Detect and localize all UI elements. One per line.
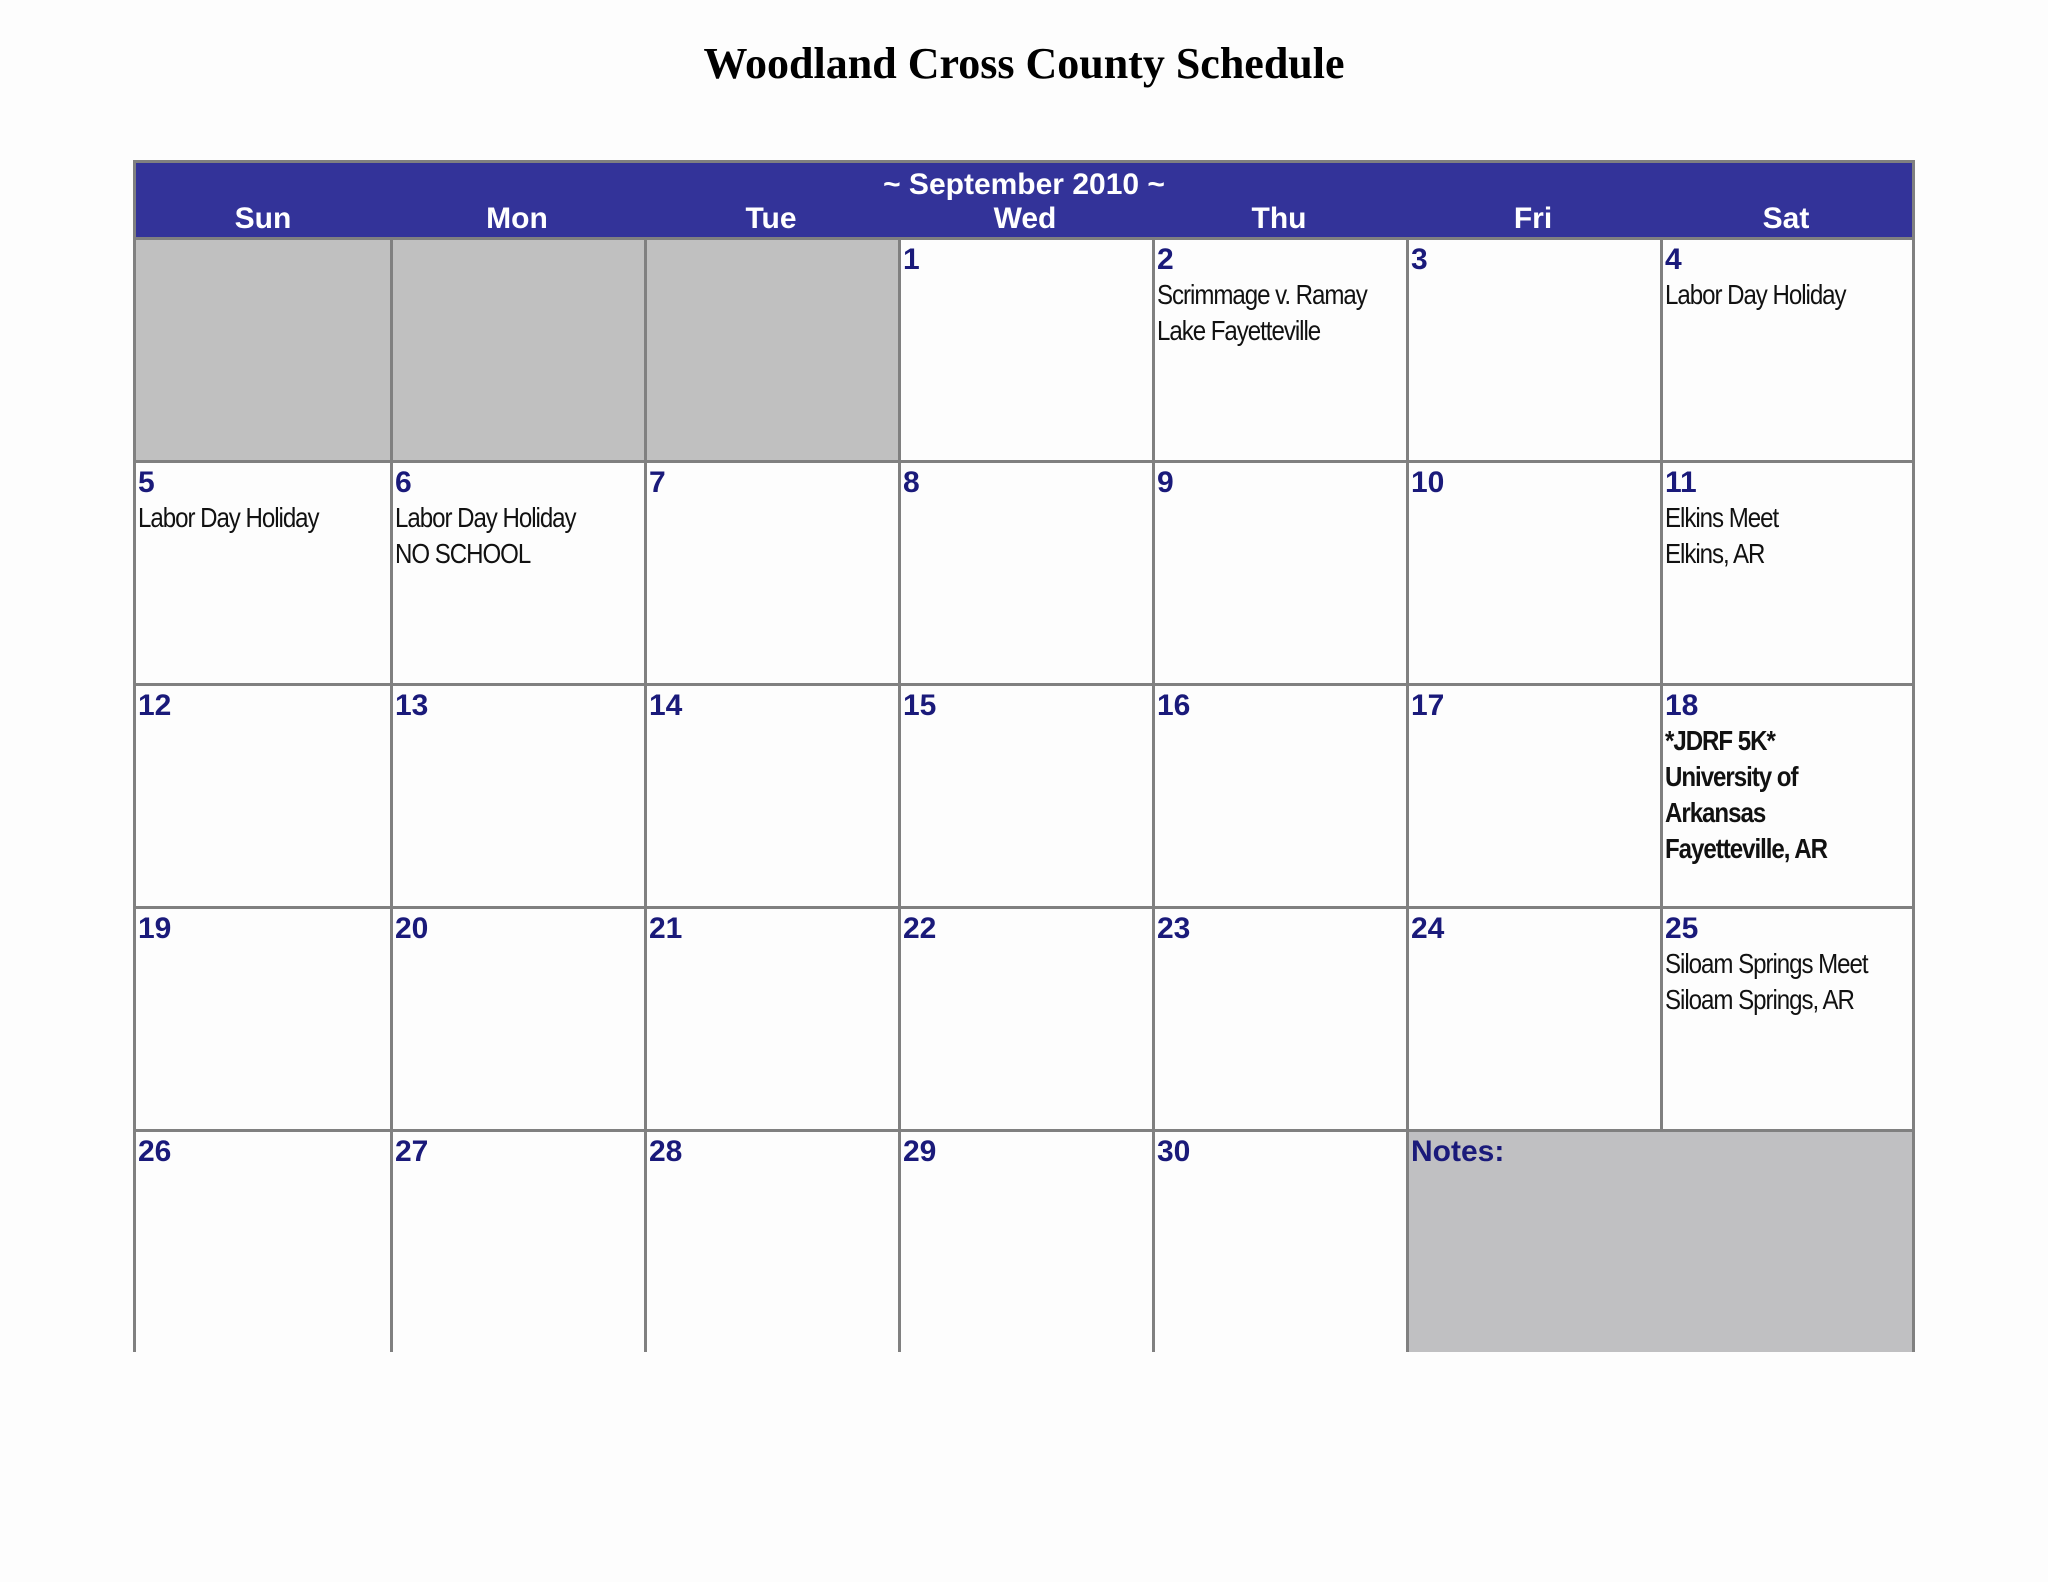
day-cell	[1660, 237, 1912, 460]
day-cell	[390, 906, 644, 1129]
event-text: University of	[1665, 761, 1798, 792]
day-number: 10	[1411, 466, 1445, 499]
day-number: 24	[1411, 912, 1445, 945]
day-number: 9	[1157, 466, 1174, 499]
day-number: 14	[649, 689, 683, 722]
dow-fri: Fri	[1513, 202, 1553, 235]
day-cell	[644, 460, 898, 683]
day-cell	[1152, 460, 1406, 683]
day-cell	[644, 906, 898, 1129]
day-number: 3	[1411, 243, 1428, 276]
day-cell	[1660, 683, 1912, 906]
day-number: 20	[395, 912, 429, 945]
day-number: 2	[1157, 243, 1174, 276]
day-cell	[1660, 460, 1912, 683]
day-cell	[1152, 683, 1406, 906]
day-cell	[390, 460, 644, 683]
event-text: Labor Day Holiday	[395, 502, 576, 533]
day-number: 15	[903, 689, 937, 722]
day-number: 27	[395, 1135, 429, 1168]
event-text: Fayetteville, AR	[1665, 833, 1827, 864]
dow-sat: Sat	[1762, 202, 1810, 235]
event-text: Labor Day Holiday	[1665, 279, 1846, 310]
day-number: 25	[1665, 912, 1699, 945]
calendar-header	[136, 163, 1912, 237]
day-number: 19	[138, 912, 172, 945]
blank-day-cell	[390, 237, 644, 460]
dow-wed: Wed	[993, 202, 1057, 235]
event-text: Arkansas	[1665, 797, 1766, 828]
event-text: *JDRF 5K*	[1665, 725, 1775, 756]
day-cell	[898, 683, 1152, 906]
dow-thu: Thu	[1251, 202, 1307, 235]
day-number: 11	[1665, 466, 1697, 499]
dow-mon: Mon	[486, 202, 548, 235]
day-number: 21	[649, 912, 683, 945]
day-number: 16	[1157, 689, 1191, 722]
day-number: 4	[1665, 243, 1682, 276]
day-number: 13	[395, 689, 429, 722]
day-number: 26	[138, 1135, 172, 1168]
day-cell	[1406, 460, 1660, 683]
event-text: Lake Fayetteville	[1157, 315, 1321, 346]
day-cell	[136, 460, 390, 683]
day-cell	[644, 1129, 898, 1352]
day-number: 30	[1157, 1135, 1191, 1168]
event-text: Labor Day Holiday	[138, 502, 319, 533]
notes-label: Notes:	[1411, 1135, 1505, 1168]
day-cell	[1406, 906, 1660, 1129]
day-cell	[898, 1129, 1152, 1352]
day-number: 18	[1665, 689, 1699, 722]
day-number: 22	[903, 912, 937, 945]
day-cell	[898, 906, 1152, 1129]
day-number: 1	[903, 243, 920, 276]
day-number: 8	[903, 466, 920, 499]
days-of-week-row	[136, 201, 1912, 237]
event-text: Scrimmage v. Ramay	[1157, 279, 1367, 310]
day-cell	[390, 1129, 644, 1352]
page-title: Woodland Cross County Schedule	[703, 39, 1345, 88]
blank-day-cell	[136, 237, 390, 460]
event-text: Elkins Meet	[1665, 502, 1779, 533]
day-number: 28	[649, 1135, 683, 1168]
calendar	[133, 160, 1915, 1352]
day-cell	[1152, 1129, 1406, 1352]
event-text: Siloam Springs Meet	[1665, 948, 1868, 979]
day-number: 17	[1411, 689, 1445, 722]
day-cell	[1152, 906, 1406, 1129]
day-cell	[1660, 906, 1912, 1129]
day-cell	[1406, 237, 1660, 460]
day-cell	[136, 683, 390, 906]
day-cell	[390, 683, 644, 906]
blank-day-cell	[644, 237, 898, 460]
event-text: Elkins, AR	[1665, 538, 1765, 569]
notes-cell	[1406, 1129, 1912, 1352]
day-number: 29	[903, 1135, 937, 1168]
day-number: 7	[649, 466, 666, 499]
event-text: NO SCHOOL	[395, 538, 531, 569]
day-cell	[644, 683, 898, 906]
event-text: Siloam Springs, AR	[1665, 984, 1854, 1015]
day-cell	[898, 237, 1152, 460]
dow-tue: Tue	[745, 202, 797, 235]
day-cell	[1152, 237, 1406, 460]
day-number: 5	[138, 466, 155, 499]
month-label: ~ September 2010 ~	[883, 168, 1165, 201]
day-cell	[898, 460, 1152, 683]
day-number: 6	[395, 466, 412, 499]
day-number: 23	[1157, 912, 1191, 945]
day-cell	[136, 906, 390, 1129]
day-cell	[136, 1129, 390, 1352]
day-cell	[1406, 683, 1660, 906]
dow-sun: Sun	[234, 202, 292, 235]
day-number: 12	[138, 689, 172, 722]
